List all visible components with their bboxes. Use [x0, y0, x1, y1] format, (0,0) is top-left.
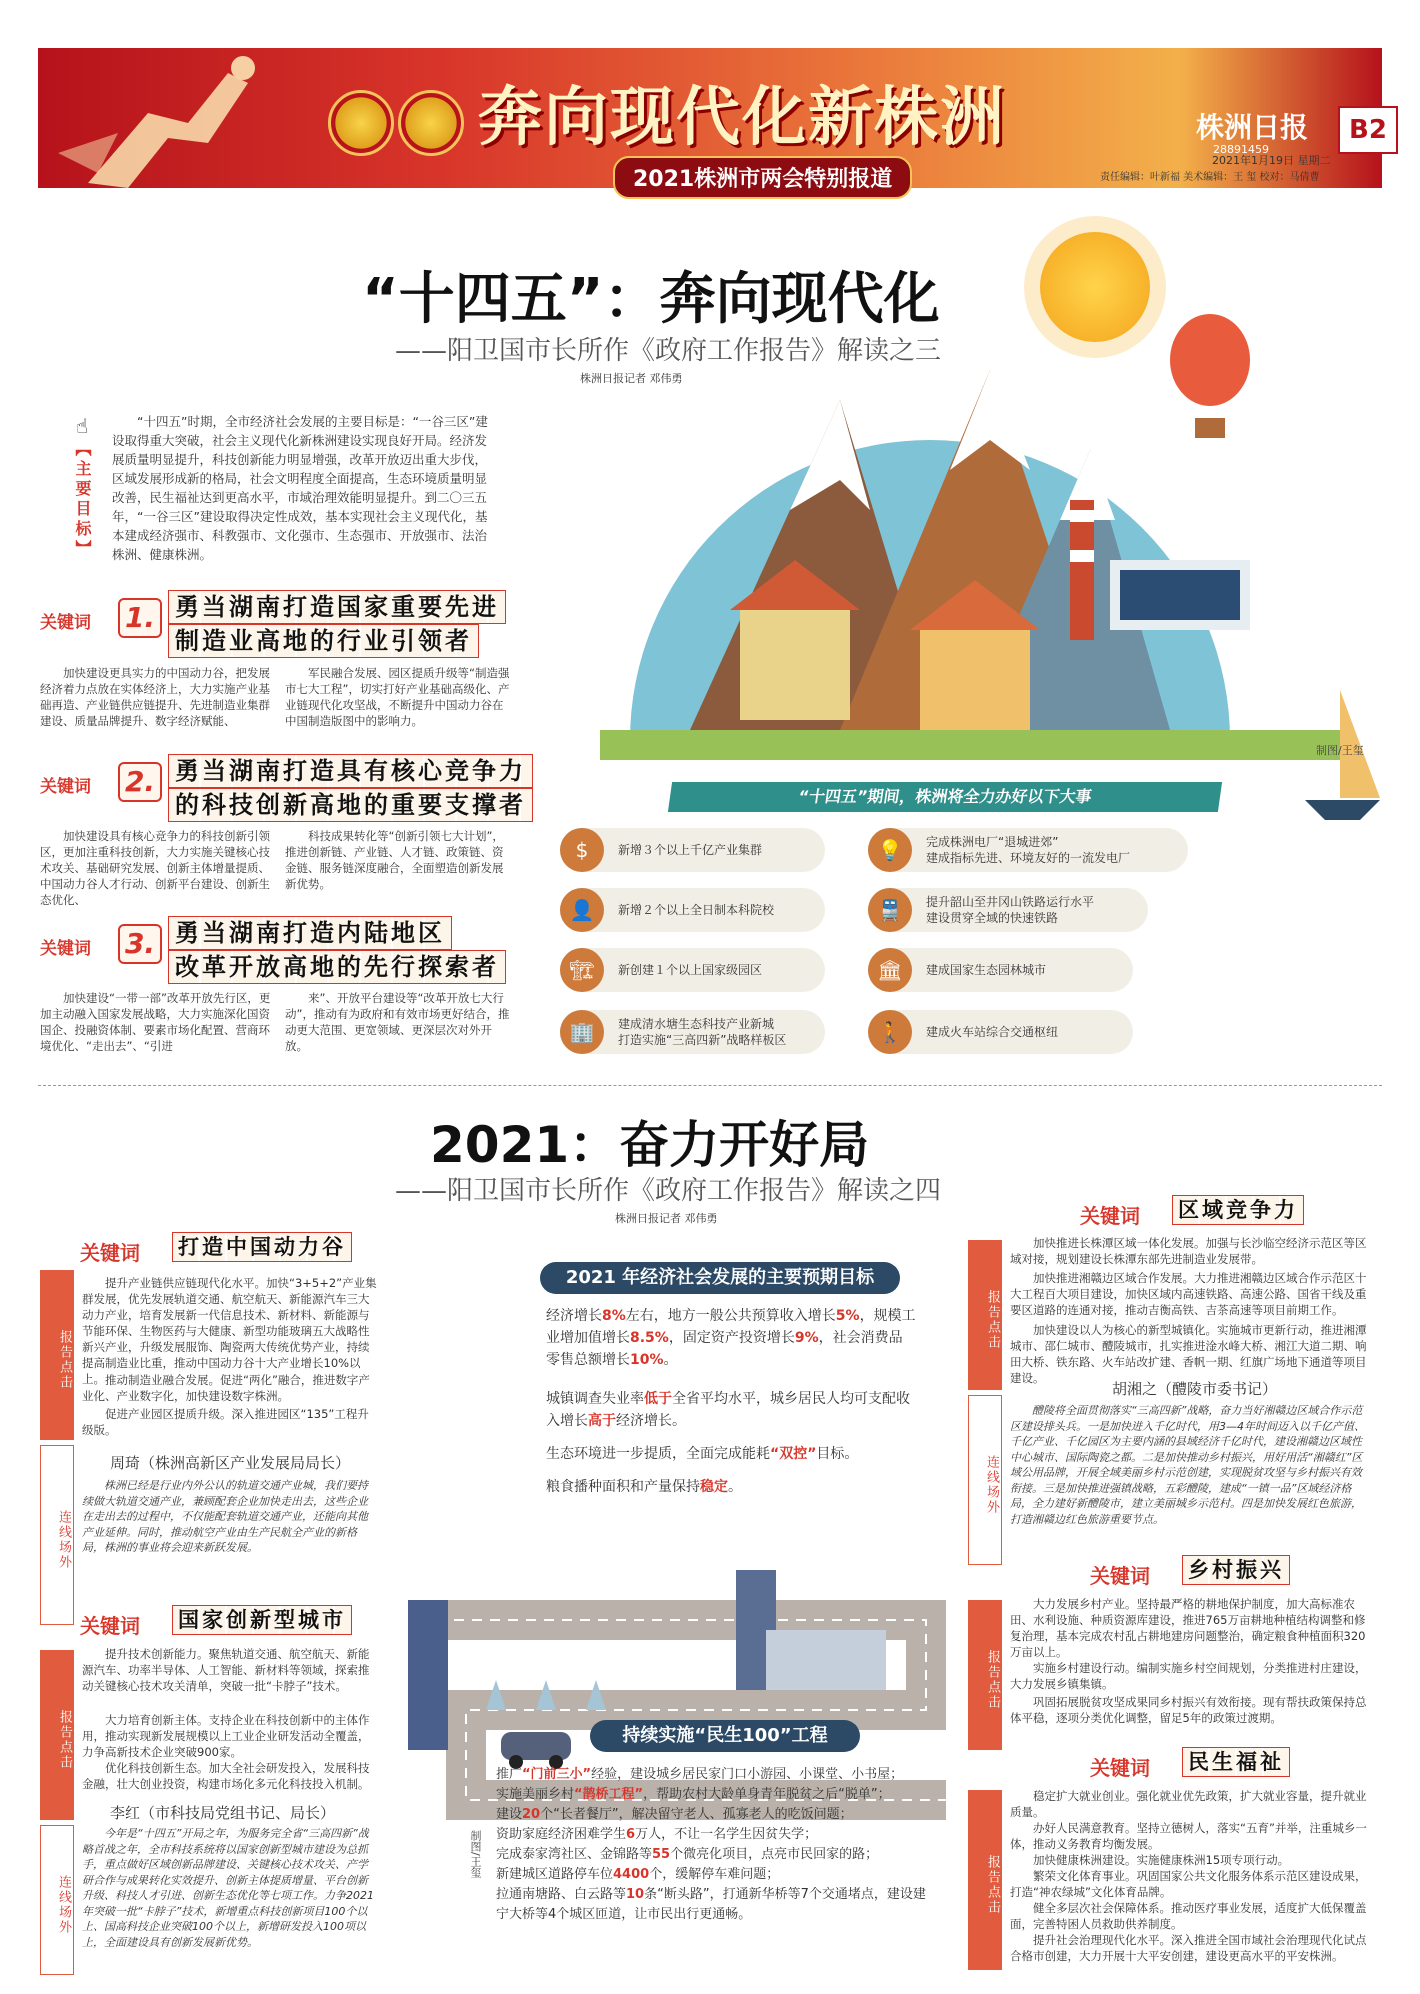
keyword-label: 关键词: [40, 613, 91, 633]
paragraph-group: [1010, 1788, 1370, 1964]
side-tag-report: 报告点击: [968, 1240, 1002, 1390]
side-tag-report: 报告点击: [968, 1600, 1002, 1750]
task-text: 建成国家生态园林城市: [926, 963, 1047, 977]
article1-reporter: 株洲日报记者 邓伟勇: [580, 372, 683, 385]
paragraph: 稳定扩大就业创业。强化就业优先政策，扩大就业容量，提升就业质量。: [1010, 1789, 1367, 1819]
paragraph: 提升社会治理现代化水平。深入推进全国市域社会治理现代化试点合格市创建，大力开展十大平安创建，建设更高水平的平安株洲。: [1010, 1933, 1367, 1963]
goal-item: 经济增长8%左右，地方一般公共预算收入增长5%，规模工业增加值增长8.5%，固定资产投资增长9%，社会消费品零售总额增长10%。: [546, 1308, 916, 1368]
quote-author: 胡湘之（醴陵市委书记）: [1112, 1380, 1278, 1398]
keyword-label: 关键词: [80, 1241, 140, 1265]
keyword-number: 1.: [118, 598, 162, 638]
task-item: [560, 888, 825, 932]
article1-subtitle: ——阳卫国市长所作《政府工作报告》解读之三: [395, 336, 942, 366]
task-text: 建成火车站综合交通枢纽: [926, 1025, 1059, 1039]
task-item: [868, 1010, 1133, 1054]
goal-item: 粮食播种面积和产量保持稳定。: [546, 1479, 742, 1495]
runner-figure-icon: [58, 53, 318, 188]
minsheng-item: 新建城区道路停车位4400个，缓解停车难问题；: [496, 1867, 780, 1882]
task-text: 新创建１个以上国家级园区: [618, 963, 763, 977]
paragraph: 大力发展乡村产业。坚持最严格的耕地保护制度，加大高标准农田、水利设施、种质资源库建设，推进765万亩耕地种植结构调整和修复治理，基本完成农村乱占耕地建房问题整治，确定粮食种植面积320万亩以上。: [1010, 1597, 1366, 1659]
masthead-subtitle: 2021株洲市两会特别报道: [613, 156, 912, 199]
quote-text: 今年是“十四五”开局之年，为服务完全省“三高四新”战略首战之年，全市科技系统将以国家创新型城市建设为总抓手，重点做好区域创新品牌建设、关键核心技术攻关、产学研合作与成果转化实效提升、创新主体提质增量、平台创新升级、科技人才引进、创新生态优化等七项工作。力争2021年突破一批“卡脖子”技术，新增重点科技创新项目100个以上、国高科技企业突破100个以上，新增研发投入100项以上，全面建设具有创新发展新优势。: [82, 1827, 374, 1949]
keyword-text: 军民融合发展、园区提质升级等“制造强市七大工程”，切实打好产业基础高级化、产业链现代化攻坚战，不断提升中国动力谷在中国制造版图中的影响力。: [285, 666, 510, 728]
city-illustration: [510, 310, 1380, 830]
task-item: [868, 948, 1133, 992]
keyword-number: 2.: [118, 762, 162, 802]
minsheng-item: 推广“门前三小”经验，建设城乡居民家门口小游园、小课堂、小书屋；: [496, 1767, 904, 1782]
masthead-banner: [38, 48, 1387, 192]
keyword-heading: 改革开放高地的先行探索者: [168, 950, 506, 984]
paper-phone: 28891459: [1213, 143, 1269, 156]
minsheng-heading: 持续实施“民生100”工程: [590, 1720, 860, 1752]
paragraph: 办好人民满意教育。坚持立德树人，落实“五育”并举，注重城乡一体，推动义务教育均衡发展。: [1010, 1821, 1367, 1851]
paragraph: 推动制造业融合发展。促进“两化”融合，推进数字产业化、产业数字化，加快建设数字株洲。: [82, 1373, 370, 1403]
keyword-label: 关键词: [1080, 1204, 1140, 1228]
crane-icon: 🏗: [560, 948, 604, 992]
paragraph: 加快推进长株潭区域一体化发展。加强与长沙临空经济示范区等区域对接，规划建设长株潭东部先进制造业发展带。: [1010, 1236, 1367, 1266]
hand-pointer-icon: ☝: [76, 414, 89, 438]
keyword-label: 关键词: [40, 939, 91, 959]
quote-text: 醴陵将全面贯彻落实“三高四新”战略，奋力当好湘赣边区域合作示范区建设排头兵。一是加快进入千亿时代，用3—4年时间迈入以千亿产值、千亿产业、千亿园区为主要内涵的县域经济千亿时代，建设湘赣边区域性中心城市、国际陶瓷之都。二是加快推动乡村振兴，用好用活“湘赣红”区域公用品牌，开展全域美丽乡村示范创建，实现脱贫攻坚与乡村振兴有效衔接。三是加快推进强镇战略，五彩醴陵，建成“一镇一品”区域经济格局，全力建好新醴陵市，建立美丽城乡示范村。四是加快发展红色旅游，打造湘赣边红色旅游重要节点。: [1010, 1404, 1365, 1526]
buildings-icon: 🏢: [560, 1010, 604, 1054]
paragraph: 加快建设以人为核心的新型城镇化。实施城市更新行动，推进湘潭城市、邵仁城市、醴陵城市，扎实推进淦水峰大桥、湘江大道二期、响田大桥、铁东路、火车站改扩建、香帆一期、红旗广场地下通道等项目建设。: [1010, 1323, 1367, 1385]
paragraph: 促进产业园区提质升级。深入推进园区“135”工程升级版。: [82, 1407, 369, 1437]
minsheng-item: 完成泰家湾社区、金锦路等55个微亮化项目，点亮市民回家的路；: [496, 1847, 879, 1862]
worker-icon: 👤: [560, 888, 604, 932]
keyword-heading: 区域竞争力: [1172, 1195, 1304, 1225]
paragraph: 健全多层次社会保障体系。推动医疗事业发展，适度扩大低保覆盖面，完善特困人员救助供养制度。: [1010, 1901, 1367, 1931]
museum-icon: 🏛: [868, 948, 912, 992]
paragraph: 大力培育创新主体。支持企业在科技创新中的主体作用，推动实现新发展规模以上工业企业研发活动全覆盖，力争高新技术企业突破900家。: [82, 1713, 370, 1759]
issue-date: 2021年1月19日 星期二: [1212, 154, 1331, 167]
task-text: 新增３个以上千亿产业集群: [618, 843, 763, 857]
stairs-icon: 🚶: [868, 1010, 912, 1054]
keyword-heading: 民生福祉: [1182, 1747, 1290, 1777]
keyword-heading: 的科技创新高地的重要支撑者: [168, 788, 533, 822]
minsheng-list: [496, 1765, 936, 1925]
page-number: B2: [1338, 106, 1398, 154]
keyword-heading: 打造中国动力谷: [172, 1232, 352, 1262]
paragraph: 优化科技创新生态。加大全社会研发投入，发展科技金融，壮大创业投资，构建市场化多元化科技投入机制。: [82, 1761, 370, 1791]
goal-tag: 【主要目标】: [73, 440, 92, 560]
task-item: [560, 948, 825, 992]
keyword-label: 关键词: [1090, 1564, 1150, 1588]
minsheng-item: 拉通南塘路、白云路等10条“断头路”，打通新华桥等7个交通堵点，建设建宁大桥等4个城区匝道，让市民出行更通畅。: [496, 1887, 926, 1922]
side-tag-report: 报告点击: [40, 1270, 74, 1440]
quote-author: 李红（市科技局党组书记、局长）: [110, 1804, 336, 1822]
section-divider: [38, 1085, 1382, 1086]
keyword-label: 关键词: [80, 1614, 140, 1638]
task-text: 提升韶山至井冈山铁路运行水平 建设贯穿全域的快速铁路: [926, 895, 1095, 925]
task-item: [560, 1010, 825, 1054]
quote-author: 周琦（株洲高新区产业发展局局长）: [110, 1454, 351, 1472]
tasks-banner: “十四五”期间，株洲将全力办好以下大事: [668, 782, 1222, 812]
task-text: 建成清水塘生态科技产业新城 打造实施“三高四新”战略样板区: [618, 1017, 787, 1047]
paragraph: 繁荣文化体育事业。巩固国家公共文化服务体系示范区建设成果，打造“神农绿城”文化体育品牌。: [1010, 1869, 1367, 1899]
task-text: 新增２个以上全日制本科院校: [618, 903, 775, 917]
side-tag-scene: 连线场外: [968, 1395, 1002, 1565]
paragraph: 加快健康株洲建设。实施健康株洲15项专项行动。: [1033, 1853, 1290, 1867]
keyword-label: 关键词: [40, 777, 91, 797]
keyword-heading: 制造业高地的行业引领者: [168, 624, 479, 658]
keyword-heading: 乡村振兴: [1182, 1555, 1290, 1585]
goal-paragraph: “十四五”时期，全市经济社会发展的主要目标是：“一谷三区”建设取得重大突破，社会主义现代化新株洲建设实现良好开局。经济发展质量明显提升，科技创新能力明显增强，改革开放迈出重大步伐，区域发展形成新的格局，社会文明程度全面提高，生态环境质量明显改善，民生福祉达到更高水平，市域治理效能明显提升。到二〇三五年，“一谷三区”建设取得决定性成效，基本实现社会主义现代化，基本建成经济强市、科教强市、文化强市、生态强市、开放强市、法治株洲、健康株洲。: [112, 414, 488, 562]
task-item: [560, 828, 825, 872]
task-item: [868, 888, 1148, 932]
keyword-text: 科技成果转化等“创新引领七大计划”，推进创新链、产业链、人才链、政策链、资金链、服务链深度融合，全面塑造创新发展新优势。: [285, 829, 504, 891]
money-bag-icon: $: [560, 828, 604, 872]
article2-reporter: 株洲日报记者 邓伟勇: [615, 1212, 718, 1225]
minsheng-item: 实施美丽乡村“鹊桥工程”，帮助农村大龄单身青年脱贫之后“脱单”；: [496, 1787, 891, 1802]
keyword-number: 3.: [118, 924, 162, 964]
paragraph: 实施乡村建设行动。编制实施乡村空间规划，分类推进村庄建设，大力发展乡镇集镇。: [1010, 1661, 1367, 1691]
paper-name: 株洲日报: [1196, 111, 1309, 144]
paragraph: 巩固拓展脱贫攻坚成果同乡村振兴有效衔接。现有帮扶政策保持总体平稳，逐项分类优化调整，留足5年的政策过渡期。: [1010, 1695, 1367, 1725]
train-icon: 🚆: [868, 888, 912, 932]
paragraph: 提升技术创新能力。聚焦轨道交通、航空航天、新能源汽车、功率半导体、人工智能、新材料等领域，探索推动关键核心技术攻关清单，突破一批“卡脖子”技术。: [82, 1647, 370, 1693]
article1-title: “十四五”：奔向现代化: [362, 267, 940, 332]
keyword-text: 加快建设“一带一部”改革开放先行区，更加主动融入国家发展战略，大力实施深化国资国企、投融资体制、要素市场化配置、营商环境优化、“走出去”、“引进: [40, 991, 271, 1053]
side-tag-scene: 连线场外: [40, 1825, 74, 1975]
masthead-title: 奔向现代化新株洲: [478, 81, 1006, 155]
goal-item: 生态环境进一步提质，全面完成能耗“双控”目标。: [546, 1446, 859, 1462]
side-tag-report: 报告点击: [968, 1790, 1002, 1970]
keyword-label: 关键词: [1090, 1756, 1150, 1780]
paragraph: 提升产业链供应链现代化水平。加快“3+5+2”产业集群发展，优先发展轨道交通、航空航天、新能源汽车三大动力产业，培育发展新一代信息技术、新材料、新能源与节能环保、生物医药与大健康、新型功能玻璃五大战略性新兴产业，升级发展服饰、陶瓷两大传统优势产业，持续提高制造业比重，推动中国动力谷十大产业增长10%以上。: [82, 1276, 377, 1386]
side-tag-scene: 连线场外: [40, 1445, 74, 1625]
keyword-text: 加快建设更具实力的中国动力谷，把发展经济着力点放在实体经济上，大力实施产业基础再造、产业链供应链提升、先进制造业集群建设、质量品牌提升、数字经济赋能、: [40, 666, 270, 728]
editor-credits: 责任编辑：叶新福 美术编辑：王 玺 校对：马倩曹: [1100, 172, 1320, 183]
keyword-text: 来”、开放平台建设等“改革开放七大行动”，推动有为政府和有效市场更好结合，推动更大范围、更宽领域、更深层次对外开放。: [285, 991, 510, 1053]
article2-title: 2021：奋力开好局: [430, 1116, 870, 1174]
keyword-heading: 勇当湖南打造内陆地区: [168, 916, 452, 950]
task-item: [868, 828, 1188, 872]
goals-heading: 2021 年经济社会发展的主要预期目标: [540, 1262, 900, 1294]
keyword-text: 加快建设具有核心竞争力的科技创新引领区，更加注重科技创新，大力实施关键核心技术攻关、基础研究发展、创新主体增量提质、中国动力谷人才行动、创新平台建设、创新生态优化、: [40, 829, 270, 907]
side-tag-report: 报告点击: [40, 1650, 74, 1820]
goal-item: 城镇调查失业率低于全省平均水平，城乡居民人均可支配收入增长高于经济增长。: [546, 1391, 910, 1429]
illustration-credit: 制图/王玺: [1316, 744, 1364, 757]
keyword-heading: 勇当湖南打造国家重要先进: [168, 590, 506, 624]
minsheng-item: 建设20个“长者餐厅”，解决留守老人、孤寡老人的吃饭问题；: [496, 1807, 853, 1822]
quote-text: 株洲已经是行业内外公认的轨道交通产业城，我们要持续做大轨道交通产业，兼顾配套企业加快走出去，这些企业在走出去的过程中，不仅能配套轨道交通产业，还能向其他产业延伸。同时，推动航空产业由生产民航全产业的新格局，株洲的事业将会迎来新跃发展。: [82, 1479, 368, 1554]
article2-subtitle: ——阳卫国市长所作《政府工作报告》解读之四: [395, 1176, 942, 1206]
task-text: 完成株洲电厂“退城进郊” 建成指标先进、环境友好的一流发电厂: [926, 835, 1131, 865]
cppcc-emblem-icon: [398, 90, 464, 156]
national-emblem-icon: [328, 90, 394, 156]
lightbulb-icon: 💡: [868, 828, 912, 872]
illustration-credit: 制图/王玺: [469, 1830, 482, 1878]
minsheng-item: 资助家庭经济困难学生6万人，不让一名学生因贫失学；: [496, 1827, 818, 1842]
keyword-heading: 勇当湖南打造具有核心竞争力: [168, 754, 533, 788]
paragraph: 加快推进湘赣边区域合作发展。大力推进湘赣边区域合作示范区十大工程百大项目建设，加快区域内高速铁路、高速公路、国省干线及重要区道路的连通对接，推动吉衡高铁、吉茶高速等项目前期工作。: [1010, 1271, 1367, 1317]
keyword-heading: 国家创新型城市: [172, 1605, 352, 1635]
